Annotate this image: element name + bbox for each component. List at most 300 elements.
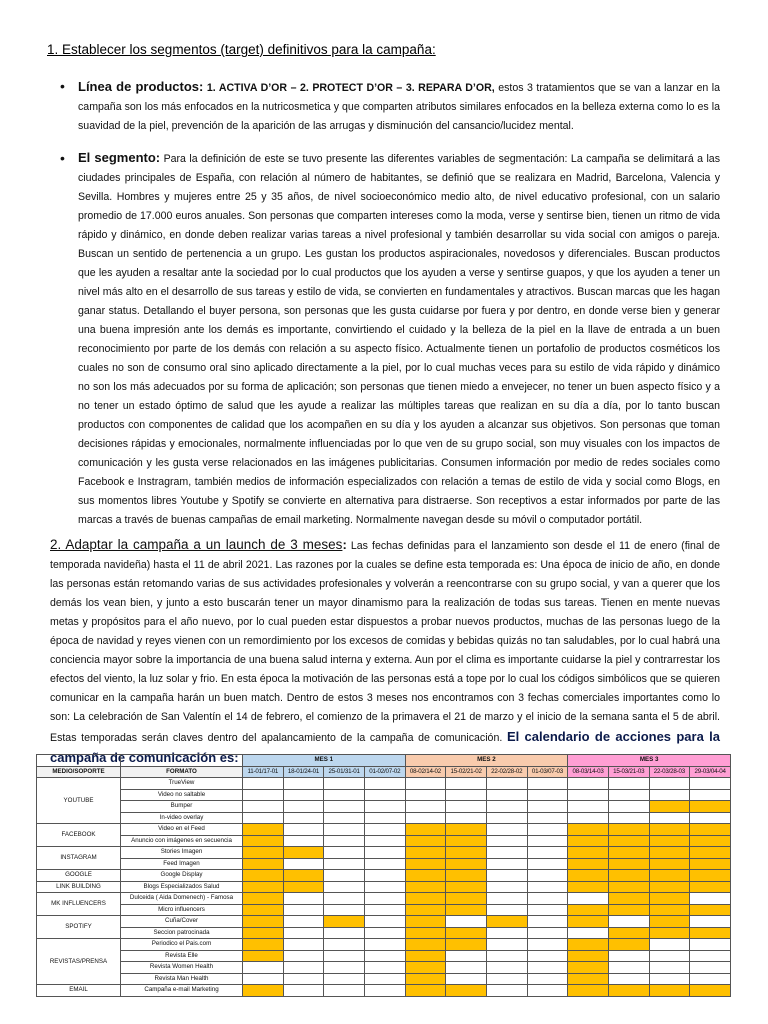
calendar-cell-active [446, 847, 487, 859]
calendar-cell-active [568, 870, 609, 882]
calendar-cell [486, 881, 527, 893]
format-cell: Feed Imagen [121, 858, 243, 870]
calendar-cell-active [690, 881, 731, 893]
calendar-cell-active [690, 835, 731, 847]
calendar-cell [486, 858, 527, 870]
calendar-cell [527, 824, 568, 836]
calendar-cell [364, 916, 405, 928]
calendar-row [37, 950, 731, 962]
calendar-cell-active [649, 824, 690, 836]
calendar-cell [324, 973, 365, 985]
calendar-cell-active [608, 904, 649, 916]
calendar-cell [486, 985, 527, 997]
calendar-cell [608, 778, 649, 790]
calendar-cell-active [568, 939, 609, 951]
calendar-cell-active [405, 927, 446, 939]
calendar-cell-active [608, 893, 649, 905]
calendar-cell-active [608, 985, 649, 997]
bullet-product-line: • [60, 78, 65, 94]
week-header: 15-03/21-03 [608, 766, 649, 778]
calendar-cell [283, 801, 324, 813]
calendar-row [37, 985, 731, 997]
media-cell: YOUTUBE [37, 778, 121, 824]
format-cell: In-video overlay [121, 812, 243, 824]
calendar-row [37, 962, 731, 974]
calendar-cell [649, 812, 690, 824]
calendar-row [37, 881, 731, 893]
calendar-cell-active [243, 927, 284, 939]
calendar-cell [486, 824, 527, 836]
calendar-cell [446, 962, 487, 974]
calendar-cell-active [405, 939, 446, 951]
calendar-cell-active [405, 870, 446, 882]
calendar-month-row [37, 755, 731, 767]
product-line-text: estos 3 tratamientos que se van a lanzar en la campaña son los más enfocados en la nutricosmetica y que comparten atributos similares enfocados en la belleza externa como lo es la suavidad de la piel, prevención de la aparición de las arrugas y disminución del cansancio/lucidez mental. [78, 82, 720, 132]
calendar-cell [405, 812, 446, 824]
calendar-cell [324, 904, 365, 916]
week-header: 01-02/07-02 [364, 766, 405, 778]
media-cell: INSTAGRAM [37, 847, 121, 870]
calendar-cell-active [283, 870, 324, 882]
calendar-cell [364, 927, 405, 939]
calendar-row [37, 916, 731, 928]
calendar-cell [324, 881, 365, 893]
calendar-cell [283, 858, 324, 870]
calendar-cell [568, 927, 609, 939]
calendar-row [37, 904, 731, 916]
calendar-cell-active [405, 973, 446, 985]
calendar-cell [446, 789, 487, 801]
week-header: 22-03/28-03 [649, 766, 690, 778]
calendar-cell [527, 916, 568, 928]
bullet-segment: • [60, 150, 65, 166]
calendar-cell-active [568, 835, 609, 847]
calendar-cell-active [405, 858, 446, 870]
calendar-cell [283, 962, 324, 974]
calendar-cell-active [243, 824, 284, 836]
calendar-cell [364, 812, 405, 824]
calendar-cell-active [405, 962, 446, 974]
calendar-cell [690, 893, 731, 905]
calendar-cell-active [446, 870, 487, 882]
calendar-cell [243, 789, 284, 801]
calendar-cell-active [405, 916, 446, 928]
calendar-cell-active [446, 904, 487, 916]
calendar-cell-active [690, 904, 731, 916]
week-header: 29-03/04-04 [690, 766, 731, 778]
calendar-cell-active [283, 847, 324, 859]
calendar-cell [364, 881, 405, 893]
calendar-cell-active [568, 858, 609, 870]
calendar-cell [446, 973, 487, 985]
calendar-cell [364, 950, 405, 962]
calendar-cell [364, 939, 405, 951]
calendar-cell [324, 985, 365, 997]
calendar-cell [324, 835, 365, 847]
calendar-cell [283, 950, 324, 962]
media-cell: SPOTIFY [37, 916, 121, 939]
media-cell: LINK BUILDING [37, 881, 121, 893]
calendar-cell [608, 916, 649, 928]
calendar-cell-active [568, 824, 609, 836]
calendar-cell-active [446, 985, 487, 997]
calendar-cell-active [690, 927, 731, 939]
calendar-cell [324, 858, 365, 870]
calendar-cell-active [608, 939, 649, 951]
calendar-cell [527, 789, 568, 801]
calendar-cell-active [649, 870, 690, 882]
calendar-cell [690, 778, 731, 790]
calendar-cell [243, 801, 284, 813]
calendar-cell-active [690, 858, 731, 870]
calendar-cell [608, 789, 649, 801]
calendar-row [37, 801, 731, 813]
calendar-cell-active [446, 927, 487, 939]
calendar-cell [283, 985, 324, 997]
month-header: MES 3 [568, 755, 731, 767]
calendar-cell [527, 973, 568, 985]
format-cell: Stories Imagen [121, 847, 243, 859]
calendar-cell-active [690, 985, 731, 997]
calendar-cell-active [243, 893, 284, 905]
section-2-heading: 2. Adaptar la campaña a un launch de 3 meses [50, 537, 343, 552]
format-cell: Bumper [121, 801, 243, 813]
week-header: 08-03/14-03 [568, 766, 609, 778]
calendar-cell [283, 904, 324, 916]
calendar-cell-active [446, 881, 487, 893]
calendar-cell [690, 939, 731, 951]
calendar-cell-active [405, 904, 446, 916]
calendar-cell-active [568, 962, 609, 974]
segment-lead: El segmento: [78, 150, 161, 165]
calendar-row [37, 939, 731, 951]
calendar-cell [608, 950, 649, 962]
calendar-cell-active [405, 835, 446, 847]
calendar-cell [324, 801, 365, 813]
calendar-cell [486, 950, 527, 962]
calendar-cell [486, 789, 527, 801]
calendar-cell [486, 904, 527, 916]
calendar-corner-blank [121, 755, 243, 767]
calendar-cell-active [446, 858, 487, 870]
week-header: 08-02/14-02 [405, 766, 446, 778]
calendar-cell [486, 962, 527, 974]
calendar-cell-active [649, 927, 690, 939]
calendar-cell-active [405, 985, 446, 997]
calendar-row [37, 973, 731, 985]
calendar-cell [527, 893, 568, 905]
calendar-cell [283, 973, 324, 985]
calendar-cell [649, 962, 690, 974]
segment-paragraph [78, 148, 720, 530]
calendar-cell [364, 801, 405, 813]
calendar-cell-active [243, 916, 284, 928]
calendar-cell-active [405, 881, 446, 893]
calendar-cell [690, 789, 731, 801]
format-cell: Seccion patrocinada [121, 927, 243, 939]
calendar-cell [608, 962, 649, 974]
calendar-cell [486, 847, 527, 859]
calendar-cell [243, 973, 284, 985]
calendar-row [37, 835, 731, 847]
calendar-cell [527, 870, 568, 882]
format-cell: Google Display [121, 870, 243, 882]
calendar-cell [364, 973, 405, 985]
calendar-cell [364, 778, 405, 790]
calendar-cell [364, 904, 405, 916]
calendar-cell [324, 824, 365, 836]
calendar-cell [364, 962, 405, 974]
calendar-cell [690, 950, 731, 962]
calendar-row [37, 789, 731, 801]
calendar-cell [446, 778, 487, 790]
calendar-cell [486, 939, 527, 951]
calendar-cell-active [608, 881, 649, 893]
calendar-cell [690, 916, 731, 928]
calendar-cell [243, 962, 284, 974]
calendar-cell [527, 939, 568, 951]
calendar-cell-active [243, 870, 284, 882]
calendar-cell-active [608, 870, 649, 882]
calendar-cell [283, 789, 324, 801]
calendar-cell [324, 962, 365, 974]
calendar-cell [364, 893, 405, 905]
section-1-heading: 1. Establecer los segmentos (target) definitivos para la campaña: [47, 42, 436, 57]
format-cell: Video no saltable [121, 789, 243, 801]
calendar-cell-active [243, 904, 284, 916]
calendar-cell [527, 835, 568, 847]
format-cell: Anuncio con imágenes en secuencia [121, 835, 243, 847]
week-header: 22-02/28-02 [486, 766, 527, 778]
calendar-cell-active [649, 893, 690, 905]
calendar-cell [527, 858, 568, 870]
media-cell: FACEBOOK [37, 824, 121, 847]
calendar-cell-active [243, 835, 284, 847]
media-cell: MK INFLUENCERS [37, 893, 121, 916]
calendar-cell-active [405, 847, 446, 859]
calendar-cell-active [608, 824, 649, 836]
calendar-cell [690, 973, 731, 985]
format-cell: Blogs Especializados Salud [121, 881, 243, 893]
week-header: 11-01/17-01 [243, 766, 284, 778]
calendar-cell [649, 950, 690, 962]
calendar-row [37, 870, 731, 882]
calendar-cell [527, 904, 568, 916]
week-header: 18-01/24-01 [283, 766, 324, 778]
calendar-cell [527, 801, 568, 813]
calendar-cell-active [690, 824, 731, 836]
calendar-cell [283, 939, 324, 951]
format-cell: Micro influencers [121, 904, 243, 916]
section-2-paragraph [50, 535, 720, 769]
calendar-cell-active [649, 904, 690, 916]
format-cell: Dulceida ( Aida Domenech) - Famosa [121, 893, 243, 905]
calendar-cell [405, 778, 446, 790]
calendar-cell [568, 801, 609, 813]
calendar-cell-active [405, 893, 446, 905]
calendar-cell [568, 812, 609, 824]
calendar-cell-active [649, 847, 690, 859]
calendar-cell [364, 847, 405, 859]
calendar-cell-active [608, 858, 649, 870]
calendar-cell-active [568, 904, 609, 916]
calendar-cell [283, 778, 324, 790]
calendar-cell [446, 950, 487, 962]
format-cell: Campaña e-mail Marketing [121, 985, 243, 997]
calendar-cell-active [324, 916, 365, 928]
calendar-cell [608, 973, 649, 985]
calendar-cell [283, 824, 324, 836]
calendar-cell [446, 812, 487, 824]
calendar-cell [283, 927, 324, 939]
calendar-cell-active [568, 985, 609, 997]
calendar-cell [486, 778, 527, 790]
product-line-lead: Línea de productos: [78, 79, 204, 94]
calendar-week-row [37, 766, 731, 778]
calendar-cell-active [690, 847, 731, 859]
section-2-colon: : [342, 537, 347, 552]
calendar-cell-active [283, 881, 324, 893]
calendar-cell-active [243, 950, 284, 962]
calendar-cell [690, 812, 731, 824]
calendar-cell [243, 778, 284, 790]
calendar-cell-active [649, 858, 690, 870]
format-cell: Revista Elle [121, 950, 243, 962]
media-cell: EMAIL [37, 985, 121, 997]
calendar-cell [324, 950, 365, 962]
calendar-cell [649, 789, 690, 801]
calendar-cell-active [690, 801, 731, 813]
calendar-cell-active [568, 881, 609, 893]
calendar-cell [527, 778, 568, 790]
calendar-cell-active [608, 835, 649, 847]
calendar-corner-blank [37, 755, 121, 767]
calendar-cell-active [243, 881, 284, 893]
calendar-cell-active [405, 950, 446, 962]
calendar-cell [283, 835, 324, 847]
calendar-cell [568, 778, 609, 790]
calendar-cell [486, 835, 527, 847]
campaign-calendar-table [36, 754, 731, 997]
calendar-cell-active [608, 847, 649, 859]
calendar-cell-active [568, 916, 609, 928]
calendar-row [37, 824, 731, 836]
calendar-cell [486, 893, 527, 905]
calendar-cell [324, 778, 365, 790]
week-header: 15-02/21-02 [446, 766, 487, 778]
calendar-cell [364, 985, 405, 997]
calendar-cell-active [405, 824, 446, 836]
calendar-cell [324, 789, 365, 801]
media-cell: REVISTAS/PRENSA [37, 939, 121, 985]
calendar-cell-active [649, 985, 690, 997]
calendar-cell [324, 870, 365, 882]
calendar-cell-active [243, 847, 284, 859]
calendar-cell [283, 893, 324, 905]
calendar-cell [486, 870, 527, 882]
calendar-cell [364, 858, 405, 870]
calendar-cell [446, 801, 487, 813]
calendar-cell-active [690, 870, 731, 882]
segment-text: Para la definición de este se tuvo presente las diferentes variables de segmentación: La campaña se delimitará a las ciudades principales de España, con relación al número de habitantes, se definió que se realizara en Madrid, Barcelona, Valencia y Sevilla. Hombres y mujeres entre 25 y 35 años, de nivel socioeconómico medio alto, de nivel educativo profesional, con un salario promedio de 17.000 euros anuales. Son personas que comparten intereses como la moda, verse y sentirse bien, tienen un ritmo de vida rápido y dinámico, en donde deben realizar varias tareas a nivel profesional y también desarrollar su vida social con amigos o pareja. Buscan un sentido de pertenencia a un grupo. Les gustan los productos aspiracionales, novedosos y diferenciales. Buscan productos que les ayuden a resaltar ante la sociedad por lo cual productos que los ayuden a verse y sentirse guapos, y que los ayuden a tener un nivel más alto en el desarrollo de sus tareas y estilo de vida, se convierten en fundamentales y atractivos. Buscan marcas que les hagan ganar status. Detallando el buyer persona, son personas que les gusta cuidarse por fuera y por dentro, en donde verse bien y generar una buena impresión ante los demás es importante, convirtiendo el cuidado y la belleza de la piel en la llave de entrada a un buen reconocimiento por parte de los demás con relación a su aspecto físico. Actualmente tienen un portafolio de productos cosméticos los cuales no son de consumo oral sino aplicado directamente a la piel, por lo cual muchas veces para su estilo de vida rápido y dinámico no son los más adecuados por su forma de aplicación; son personas que tienen miedo a envejecer, no tener un buen aspecto físico y a no tener un estado óptimo de salud que les ayude a realizar las múltiples tareas que realizan en su día a día, por lo tanto buscan productos con componentes de calidad que los acompañen en su día y los ayuden a alcanzar sus objetivos. Son personas que toman decisiones rápidas y emocionales, normalmente influenciadas por lo que ven de su grupo social, son muy visuales con los impactos de comunicación y les gusta verse relacionados en las imágenes publicitarias. Consumen información por medio de redes sociales como Facebook e Instragram, también medios de información especializados con relación a temas de estilo de vida y social como Blogs, en sus momentos libres Youtube y Spotify se convierte en alternativa para distraerse. Son receptivos a estar informados por parte de las marcas a través de buenas campañas de email marketing. Normalmente navegan desde su móvil o computador portátil. [78, 153, 721, 526]
calendar-cell-active [243, 985, 284, 997]
calendar-cell [608, 812, 649, 824]
calendar-cell [243, 812, 284, 824]
calendar-cell [405, 801, 446, 813]
calendar-cell-active [446, 893, 487, 905]
calendar-cell-active [649, 881, 690, 893]
calendar-cell-active [608, 927, 649, 939]
calendar-row [37, 858, 731, 870]
month-header: MES 1 [243, 755, 406, 767]
calendar-cell [324, 812, 365, 824]
calendar-row [37, 927, 731, 939]
calendar-cell [486, 973, 527, 985]
media-cell: GOOGLE [37, 870, 121, 882]
calendar-cell [486, 812, 527, 824]
calendar-cell [568, 789, 609, 801]
calendar-cell-active [243, 858, 284, 870]
calendar-row [37, 847, 731, 859]
calendar-cell-active [649, 835, 690, 847]
calendar-cell [527, 847, 568, 859]
calendar-row [37, 812, 731, 824]
calendar-cell-active [446, 824, 487, 836]
calendar-cell [324, 927, 365, 939]
month-header: MES 2 [405, 755, 568, 767]
calendar-cell [324, 893, 365, 905]
format-cell: Revista Women Health [121, 962, 243, 974]
week-header: 01-03/07-03 [527, 766, 568, 778]
calendar-cell-active [649, 916, 690, 928]
calendar-cell [405, 789, 446, 801]
calendar-cell [364, 824, 405, 836]
calendar-cell [486, 801, 527, 813]
calendar-cell [649, 778, 690, 790]
calendar-cell [364, 789, 405, 801]
calendar-cell-active [568, 847, 609, 859]
calendar-cell [568, 893, 609, 905]
calendar-cell [649, 939, 690, 951]
calendar-cell [527, 812, 568, 824]
calendar-cell [527, 881, 568, 893]
week-header: 25-01/31-01 [324, 766, 365, 778]
calendar-cell [527, 927, 568, 939]
calendar-intro: El calendario de acciones para la campaña de comunicación es: [50, 729, 720, 765]
format-cell: TrueView [121, 778, 243, 790]
product-names: 1. ACTIVA D’OR – 2. PROTECT D’OR – 3. REPARA D’OR, [206, 82, 495, 94]
format-cell: Periodico el Pais.com [121, 939, 243, 951]
calendar-row [37, 893, 731, 905]
calendar-cell [324, 939, 365, 951]
product-line-paragraph [78, 77, 720, 136]
calendar-cell [283, 812, 324, 824]
format-cell: Video en el Feed [121, 824, 243, 836]
calendar-cell-active [446, 835, 487, 847]
format-cell: Revista Man Health [121, 973, 243, 985]
calendar-cell-active [486, 916, 527, 928]
format-cell: Cuña/Cover [121, 916, 243, 928]
calendar-cell-active [568, 950, 609, 962]
calendar-cell-active [446, 939, 487, 951]
calendar-cell [608, 801, 649, 813]
calendar-cell [527, 985, 568, 997]
calendar-cell [690, 962, 731, 974]
calendar-cell [364, 870, 405, 882]
calendar-cell [649, 973, 690, 985]
calendar-cell [283, 916, 324, 928]
calendar-cell [527, 950, 568, 962]
